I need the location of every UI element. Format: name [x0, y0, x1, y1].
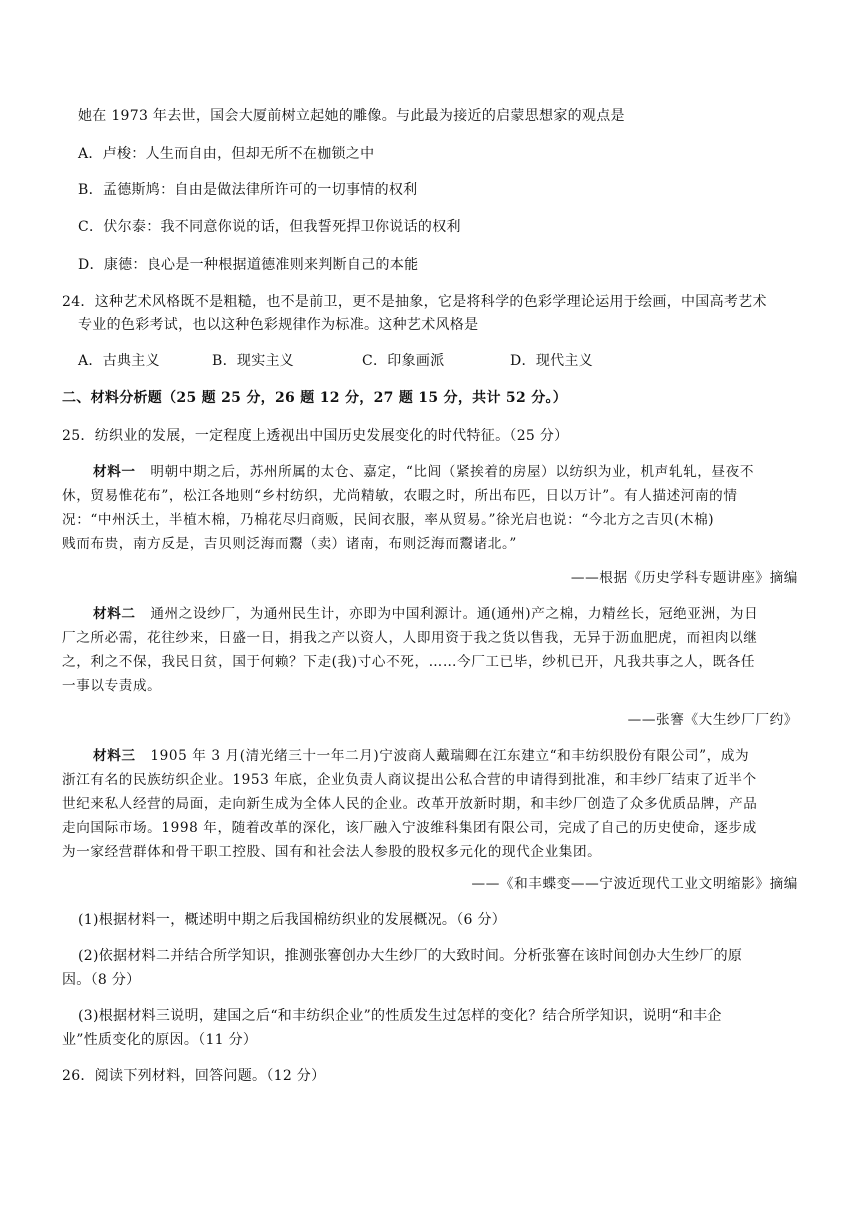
q23-option-b: B．孟德斯鸠：自由是做法律所许可的一切事情的权利 — [78, 182, 418, 198]
q23-option-d: D．康德：良心是一种根据道德准则来判断自己的本能 — [78, 257, 419, 273]
q25-subq2-line1: (2)依据材料二并结合所学知识，推测张謇创办大生纱厂的大致时间。分析张謇在该时间创办大生纱厂的原 — [78, 948, 743, 964]
q24-option-a: A．古典主义 — [78, 353, 160, 369]
q25-stem: 25．纺织业的发展，一定程度上透视出中国历史发展变化的时代特征。（25 分） — [62, 428, 569, 444]
material3-text-line5: 为一家经营群体和骨干职工控股、国有和社会法人参股的股权多元化的现代企业集团。 — [62, 844, 602, 860]
q24-option-d: D．现代主义 — [510, 353, 594, 369]
material3-text-line1: 1905 年 3 月(清光绪三十一年二月)宁波商人戴瑞卿在江东建立“和丰纺织股份有限公司”，成为 — [150, 748, 750, 764]
q23-stem-tail: 她在 1973 年去世，国会大厦前树立起她的雕像。与此最为接近的启蒙思想家的观点是 — [78, 108, 625, 124]
q24-stem-line2: 专业的色彩考试，也以这种色彩规律作为标准。这种艺术风格是 — [78, 317, 479, 333]
material2-text-line4: 一事以专责成。 — [62, 678, 162, 694]
material1-text-line2: 休，贸易惟花布”，松江各地则“乡村纺织，尤尚精敏，农暇之时，所出布匹，日以万计”。有人描述河南的情 — [62, 488, 738, 504]
material3-label: 材料三 — [93, 748, 136, 764]
q23-option-c: C．伏尔泰：我不同意你说的话，但我誓死捍卫你说话的权利 — [78, 219, 461, 235]
q25-subq3-line2: 业”性质变化的原因。（11 分） — [62, 1032, 258, 1048]
material2-label: 材料二 — [93, 606, 136, 622]
q25-material1-line1 — [93, 462, 754, 482]
q24-option-c: C．印象画派 — [362, 353, 445, 369]
material2-text-line3: 之，利之不保，我民日贫，国于何赖？下走(我)寸心不死，……今厂工已毕，纱机已开，凡我共事之人，既各任 — [62, 654, 756, 670]
material2-source: ——张謇《大生纱厂厂约》 — [627, 712, 798, 728]
material3-text-line4: 走向国际市场。1998 年，随着改革的深化，该厂融入宁波维科集团有限公司，完成了自己的历史使命，逐步成 — [62, 820, 757, 836]
q23-option-a: A．卢梭：人生而自由，但却无所不在枷锁之中 — [78, 146, 375, 162]
material3-text-line3: 世纪来私人经营的局面，走向新生成为全体人民的企业。改革开放新时期，和丰纱厂创造了众多优质品牌，产品 — [62, 796, 758, 812]
material3-text-line2: 浙江有名的民族纺织企业。1953 年底，企业负责人商议提出公私合营的申请得到批准，和丰纱厂结束了近半个 — [62, 772, 757, 788]
q26-stem: 26．阅读下列材料，回答问题。（12 分） — [62, 1068, 326, 1084]
q25-material3-line1 — [93, 746, 749, 766]
material3-source: ——《和丰蝶变——宁波近现代工业文明缩影》摘编 — [471, 876, 798, 892]
q24-option-b: B．现实主义 — [212, 353, 295, 369]
material2-text-line2: 厂之所必需，花往纱来，日盛一日，捐我之产以资人，人即用资于我之货以售我，无异于沥血肥虎，而袒肉以继 — [62, 630, 758, 646]
material1-text-line4: 贱而布贵，南方反是，吉贝则泛海而鬻（卖）诸南，布则泛海而鬻诸北。” — [62, 536, 517, 552]
material1-label: 材料一 — [93, 464, 136, 480]
material1-text-line3: 况：“中州沃土，半植木棉，乃棉花尽归商贩，民间衣服，率从贸易。”徐光启也说：“今北方之吉贝(木棉) — [62, 512, 715, 528]
q24-stem-line1: 24．这种艺术风格既不是粗糙，也不是前卫，更不是抽象，它是将科学的色彩学理论运用于绘画，中国高考艺术 — [62, 294, 767, 310]
material2-text-line1: 通州之设纱厂，为通州民生计，亦即为中国利源计。通(通州)产之棉，力精丝长，冠绝亚洲，为日 — [150, 606, 759, 622]
q25-subq1: (1)根据材料一，概述明中期之后我国棉纺织业的发展概况。（6 分） — [78, 912, 507, 928]
material1-source: ——根据《历史学科专题讲座》摘编 — [570, 570, 798, 586]
q25-material2-line1 — [93, 604, 758, 624]
section2-heading: 二、材料分析题（25 题 25 分，26 题 12 分，27 题 15 分，共计 52 分。） — [62, 390, 568, 406]
q25-subq3-line1: (3)根据材料三说明，建国之后“和丰纺织企业”的性质发生过怎样的变化？结合所学知识，说明“和丰企 — [78, 1008, 722, 1024]
q25-subq2-line2: 因。（8 分） — [62, 972, 141, 988]
material1-text-line1: 明朝中期之后，苏州所属的太仓、嘉定，“比闾（紧挨着的房屋）以纺织为业，机声轧轧，昼夜不 — [150, 464, 755, 480]
